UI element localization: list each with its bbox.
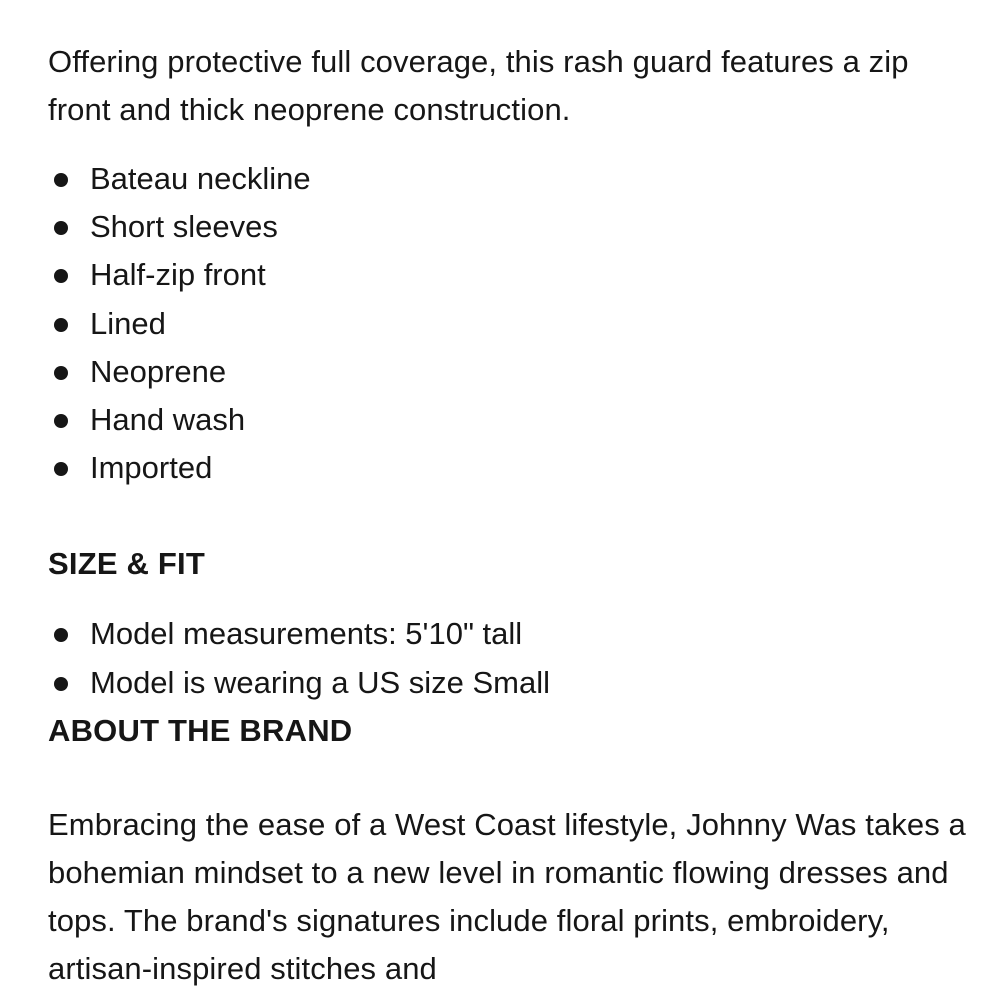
- size-fit-list: [48, 610, 1000, 706]
- list-item: [48, 155, 1000, 203]
- feature-label: Short sleeves: [90, 209, 278, 245]
- list-item: [48, 444, 1000, 492]
- bullet-icon: [54, 628, 68, 642]
- feature-label: Half-zip front: [90, 257, 266, 293]
- list-item: [48, 610, 1000, 658]
- feature-label: Hand wash: [90, 401, 246, 437]
- feature-label: Imported: [90, 450, 213, 486]
- list-item: [48, 300, 1000, 348]
- bullet-icon: [54, 221, 68, 235]
- bullet-icon: [54, 677, 68, 691]
- feature-label: Bateau neckline: [90, 161, 311, 196]
- feature-list: [48, 155, 1000, 492]
- bullet-icon: [54, 173, 68, 187]
- about-brand-heading: ABOUT THE BRAND: [48, 712, 353, 748]
- list-item: [48, 348, 1000, 396]
- list-item: [48, 251, 1000, 299]
- bullet-icon: [54, 366, 68, 380]
- about-brand-text: Embracing the ease of a West Coast lifestyle, Johnny Was takes a bohemian mindset to a new level in romantic flowing dresses and tops. The brand's signatures include floral prints, embroidery, artisan-inspired stitches and: [48, 806, 966, 986]
- bullet-icon: [54, 269, 68, 283]
- bullet-icon: [54, 318, 68, 332]
- list-item: [48, 659, 1000, 707]
- size-fit-label: Model is wearing a US size Small: [90, 664, 551, 700]
- bullet-icon: [54, 414, 68, 428]
- bullet-icon: [54, 462, 68, 476]
- feature-label: Lined: [90, 305, 166, 341]
- product-description: Offering protective full coverage, this rash guard features a zip front and thick neoprene construction.: [48, 44, 909, 127]
- list-item: [48, 396, 1000, 444]
- list-item: [48, 203, 1000, 251]
- size-fit-label: Model measurements: 5'10" tall: [90, 616, 523, 652]
- feature-label: Neoprene: [90, 353, 227, 389]
- size-fit-heading: SIZE & FIT: [48, 546, 205, 582]
